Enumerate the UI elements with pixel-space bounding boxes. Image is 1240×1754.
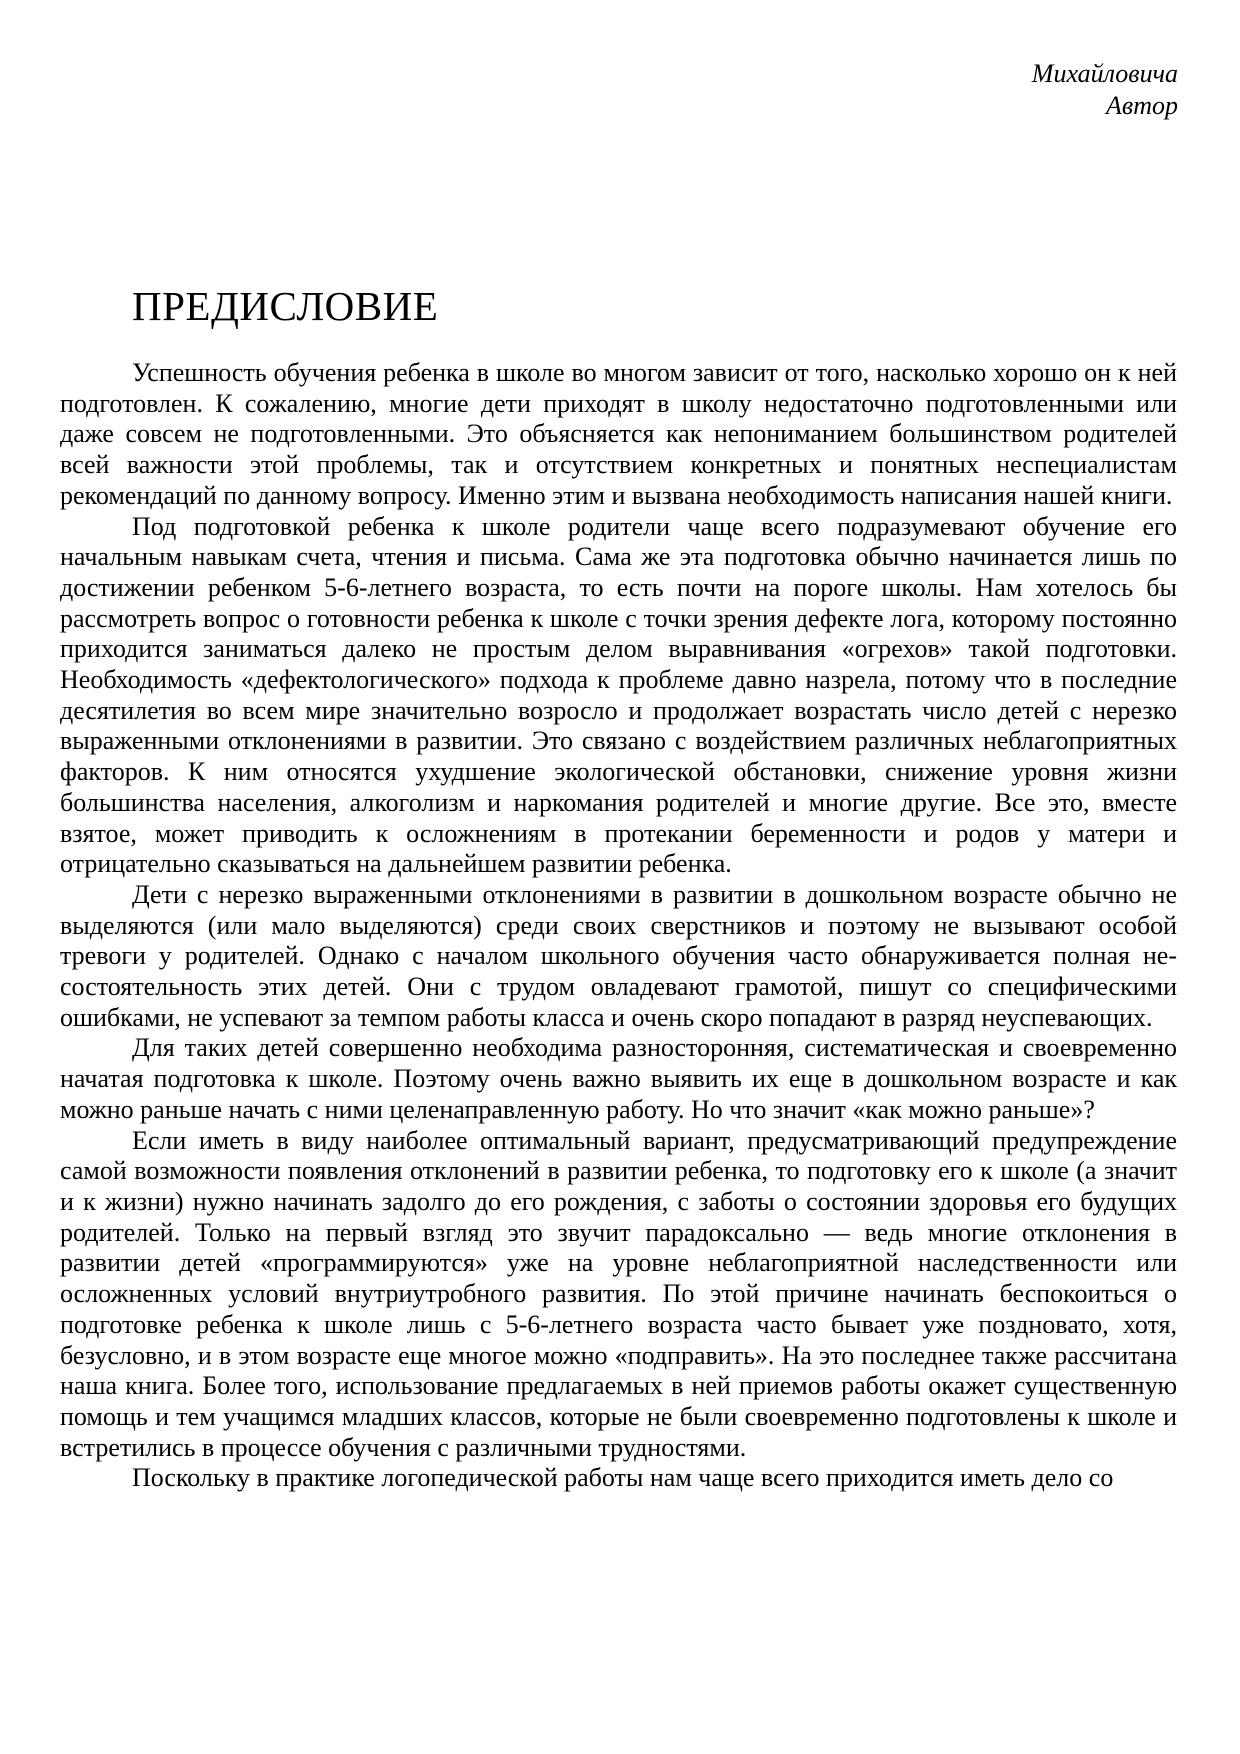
paragraph: Успешность обучения ребенка в школе во многом зависит от того, насколько хорошо он к ней подготовлен. К сожалению, многие дети приходят в школу недостаточно подготовленными или даже совсем не подготовленными. Это объясняется как непониманием большинством родителей всей важности этой проблемы, так и отсутствием конкретных и понятных неспециалистам рекомендаций по данному вопросу. Именно этим и вызвана необходимость написания нашей книги. bbox=[60, 358, 1177, 510]
author-patronymic: Михайловича bbox=[1031, 59, 1178, 88]
paragraph: Дети с нерезко выраженными отклонениями в развитии в дошкольном возрасте обычно не выделяются (или мало выделяются) среди своих сверстников и поэтому не вызывают особой тревоги у родителей. Однако с началом школьного обучения часто обнаруживается полная несостоятельность этих детей. Они с трудом овладевают грамотой, пишут со специфическими ошибками, не успевают за темпом работы класса и очень скоро попадают в разряд неуспевающих. bbox=[60, 879, 1177, 1032]
paragraph: Под подготовкой ребенка к школе родители чаще всего подразумевают обучение его начальным навыкам счета, чтения и письма. Сама же эта подготовка обычно начинается лишь по достижении ребенком 5-6-летнего возраста, то есть почти на пороге школы. Нам хотелось бы рассмотреть вопрос о готовности ребенка к школе с точки зрения дефекте лога, которому постоянно приходится заниматься далеко не простым делом выравнивания «огрехов» такой подготовки. Необходимость «дефектологического» подхода к проблеме давно назрела, потому что в последние десятилетия во всем мире значительно возросло и продолжает возрастать число детей с нерезко выраженными отклонениями в развитии. Это связано с воздействием различных неблагоприятных факторов. К ним относятся ухудшение экологической обстановки, снижение уровня жизни большинства населения, алкоголизм и наркомания родителей и многие другие. Все это, вместе взятое, может приводить к осложнениям в протекании беременности и родов у матери и отрицательно сказываться на дальнейшем развитии ребенка. bbox=[60, 511, 1177, 879]
body-text bbox=[60, 358, 1177, 1494]
paragraph: Если иметь в виду наиболее оптимальный вариант, предусматривающий предупреждение самой возможности появления отклонений в развитии ребенка, то подготовку его к школе (а значит и к жизни) нужно начинать задолго до его рождения, с заботы о состоянии здоровья его будущих родителей. Только на первый взгляд это звучит парадоксально — ведь многие отклонения в развитии детей «программируются» уже на уровне неблагоприятной наследственности или осложненных условий внутриутробного развития. По этой причине начинать беспокоиться о подготовке ребенка к школе лишь с 5-6-летнего возраста часто бывает уже поздновато, хотя, безусловно, и в этом возрасте еще многое можно «подправить». На это последнее также рассчитана наша книга. Более того, использование предлагаемых в ней приемов работы окажет существенную помощь и тем учащимся младших классов, которые не были своевременно подготовлены к школе и встретились в процессе обучения с различными трудностями. bbox=[60, 1125, 1177, 1462]
paragraph: Для таких детей совершенно необходима разносторонняя, систематическая и своевременно начатая подготовка к школе. Поэтому очень важно выявить их еще в дошкольном возрасте и как можно раньше начать с ними целенаправленную работу. Но что значит «как можно раньше»? bbox=[60, 1033, 1177, 1124]
author-label: Автор bbox=[1106, 91, 1178, 120]
paragraph: Поскольку в практике логопедической работы нам чаще всего приходится иметь дело со bbox=[132, 1463, 1114, 1493]
author-header bbox=[1032, 58, 1178, 122]
page-title: ПРЕДИСЛОВИЕ bbox=[132, 283, 439, 329]
